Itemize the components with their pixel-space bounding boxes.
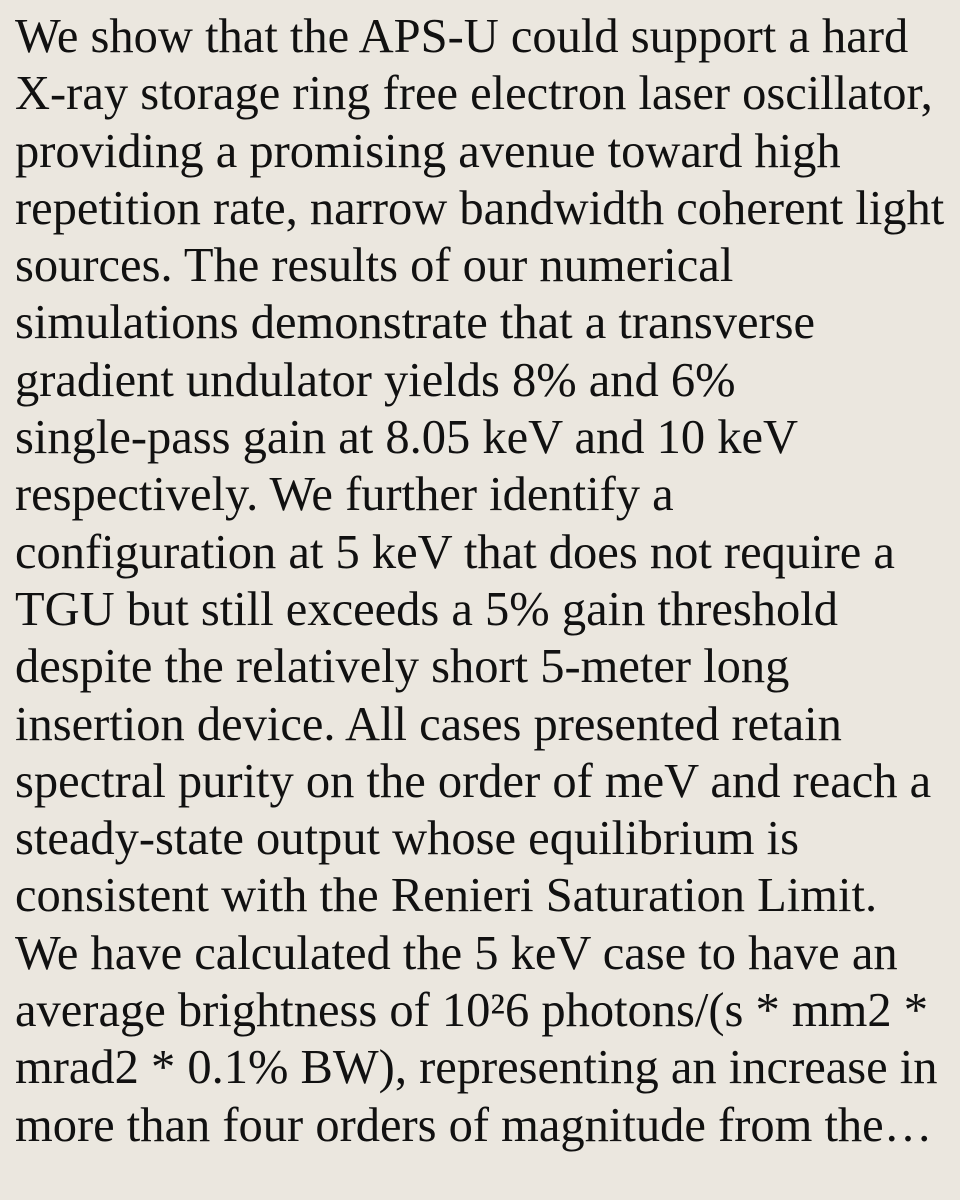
abstract-line: steady-state output whose equilibrium is (15, 812, 799, 866)
abstract-line: despite the relatively short 5-meter long (15, 640, 790, 694)
abstract-line: We have calculated the 5 keV case to have an (15, 926, 898, 980)
abstract-line: repetition rate, narrow bandwidth coherent light (15, 181, 945, 235)
abstract-line: We show that the APS-U could support a hard (15, 10, 909, 63)
abstract-line: spectral purity on the order of meV and reach a (15, 754, 932, 808)
abstract-line: more than four orders of magnitude from the… (15, 1098, 933, 1152)
abstract-line: consistent with the Renieri Saturation Limit. (15, 869, 878, 923)
abstract-line: TGU but still exceeds a 5% gain threshold (15, 582, 838, 636)
abstract-line: configuration at 5 keV that does not require a (15, 525, 895, 579)
abstract-line: single-pass gain at 8.05 keV and 10 keV (15, 411, 799, 465)
abstract-line: mrad2 * 0.1% BW), representing an increase in (15, 1041, 938, 1095)
abstract-line: sources. The results of our numerical (15, 239, 734, 293)
abstract-line: average brightness of 10²6 photons/(s * mm2 * (15, 984, 928, 1038)
abstract-line: simulations demonstrate that a transverse (15, 296, 816, 350)
abstract-text (15, 8, 946, 1154)
abstract-line: gradient undulator yields 8% and 6% (15, 353, 736, 407)
abstract-line: providing a promising avenue toward high (15, 124, 841, 178)
abstract-line: insertion device. All cases presented retain (15, 697, 842, 751)
abstract-line: X-ray storage ring free electron laser oscillator, (15, 67, 933, 121)
abstract-line: respectively. We further identify a (15, 468, 674, 522)
